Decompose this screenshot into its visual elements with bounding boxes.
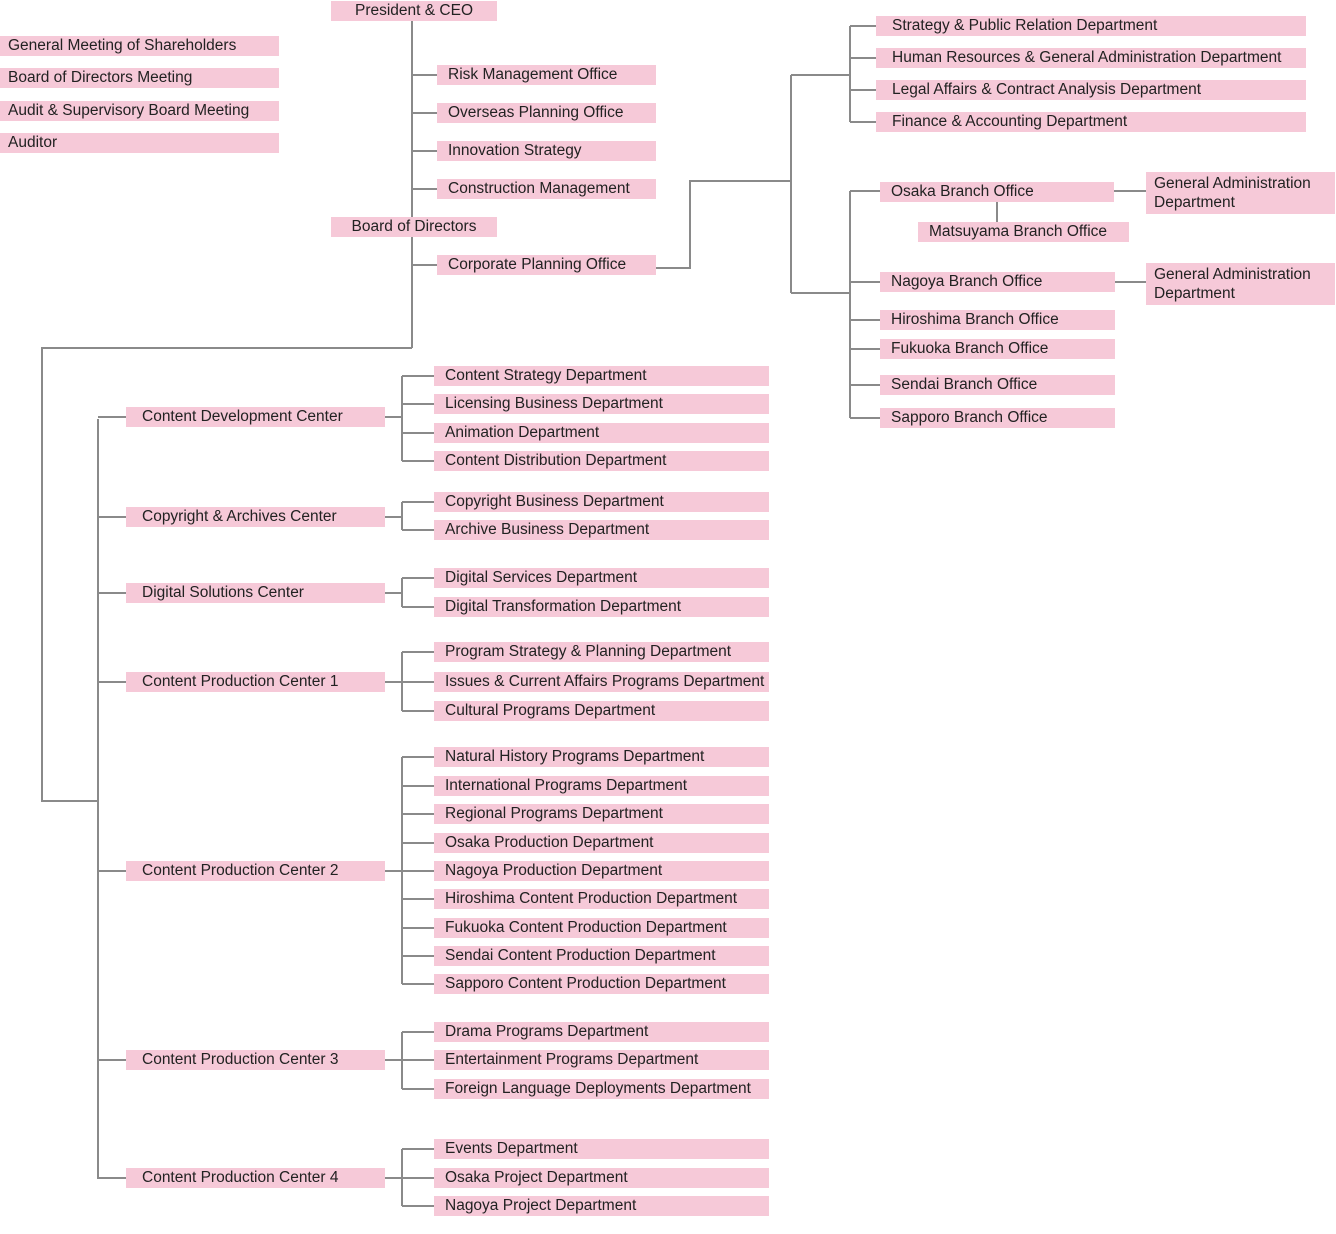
department-box: Events Department [434, 1139, 769, 1159]
board-of-directors-box: Board of Directors [331, 217, 497, 237]
department-box: Archive Business Department [434, 520, 769, 540]
department-box: Osaka Project Department [434, 1168, 769, 1188]
office-box: Innovation Strategy [437, 141, 656, 161]
content-center-box: Content Production Center 2 [126, 861, 385, 881]
department-box: Licensing Business Department [434, 394, 769, 414]
corporate-department-box: Legal Affairs & Contract Analysis Department [876, 80, 1306, 100]
governance-box: Auditor [0, 133, 279, 153]
content-center-box: Content Production Center 4 [126, 1168, 385, 1188]
department-box: Natural History Programs Department [434, 747, 769, 767]
governance-box: Audit & Supervisory Board Meeting [0, 101, 279, 121]
department-box: Sendai Content Production Department [434, 946, 769, 966]
department-box: Digital Transformation Department [434, 597, 769, 617]
department-box: Nagoya Production Department [434, 861, 769, 881]
department-box: Hiroshima Content Production Department [434, 889, 769, 909]
governance-box: Board of Directors Meeting [0, 68, 279, 88]
corporate-department-box: Strategy & Public Relation Department [876, 16, 1306, 36]
department-box: Animation Department [434, 423, 769, 443]
corporate-department-box: Finance & Accounting Department [876, 112, 1306, 132]
department-box: Drama Programs Department [434, 1022, 769, 1042]
department-box: Osaka Production Department [434, 833, 769, 853]
branch-office-box: Hiroshima Branch Office [880, 310, 1115, 330]
department-box: Nagoya Project Department [434, 1196, 769, 1216]
corporate-department-box: Human Resources & General Administration Department [876, 48, 1306, 68]
department-box: Fukuoka Content Production Department [434, 918, 769, 938]
office-box: Risk Management Office [437, 65, 656, 85]
department-box: Digital Services Department [434, 568, 769, 588]
branch-office-box: Sendai Branch Office [880, 375, 1115, 395]
department-box: Content Distribution Department [434, 451, 769, 471]
matsuyama-branch-box: Matsuyama Branch Office [918, 222, 1129, 242]
content-center-box: Content Production Center 1 [126, 672, 385, 692]
content-center-box: Digital Solutions Center [126, 583, 385, 603]
department-box: Issues & Current Affairs Programs Department [434, 672, 769, 692]
governance-box: General Meeting of Shareholders [0, 36, 279, 56]
department-box: Cultural Programs Department [434, 701, 769, 721]
branch-office-box: Sapporo Branch Office [880, 408, 1115, 428]
department-box: Content Strategy Department [434, 366, 769, 386]
osaka-branch-box: Osaka Branch Office [880, 182, 1114, 202]
department-box: Regional Programs Department [434, 804, 769, 824]
ceo-box: President & CEO [331, 1, 497, 21]
osaka-admin-department-box: General Administration Department [1146, 172, 1335, 214]
department-box: International Programs Department [434, 776, 769, 796]
content-center-box: Copyright & Archives Center [126, 507, 385, 527]
corporate-planning-office-box: Corporate Planning Office [437, 255, 656, 275]
department-box: Sapporo Content Production Department [434, 974, 769, 994]
corp-planning-link-line [656, 181, 791, 268]
branch-office-box: Fukuoka Branch Office [880, 339, 1115, 359]
department-box: Program Strategy & Planning Department [434, 642, 769, 662]
nagoya-branch-box: Nagoya Branch Office [880, 272, 1115, 292]
content-center-box: Content Production Center 3 [126, 1050, 385, 1070]
office-box: Construction Management [437, 179, 656, 199]
department-box: Entertainment Programs Department [434, 1050, 769, 1070]
office-box: Overseas Planning Office [437, 103, 656, 123]
nagoya-admin-department-box: General Administration Department [1146, 263, 1335, 305]
department-box: Copyright Business Department [434, 492, 769, 512]
content-center-box: Content Development Center [126, 407, 385, 427]
department-box: Foreign Language Deployments Department [434, 1079, 769, 1099]
